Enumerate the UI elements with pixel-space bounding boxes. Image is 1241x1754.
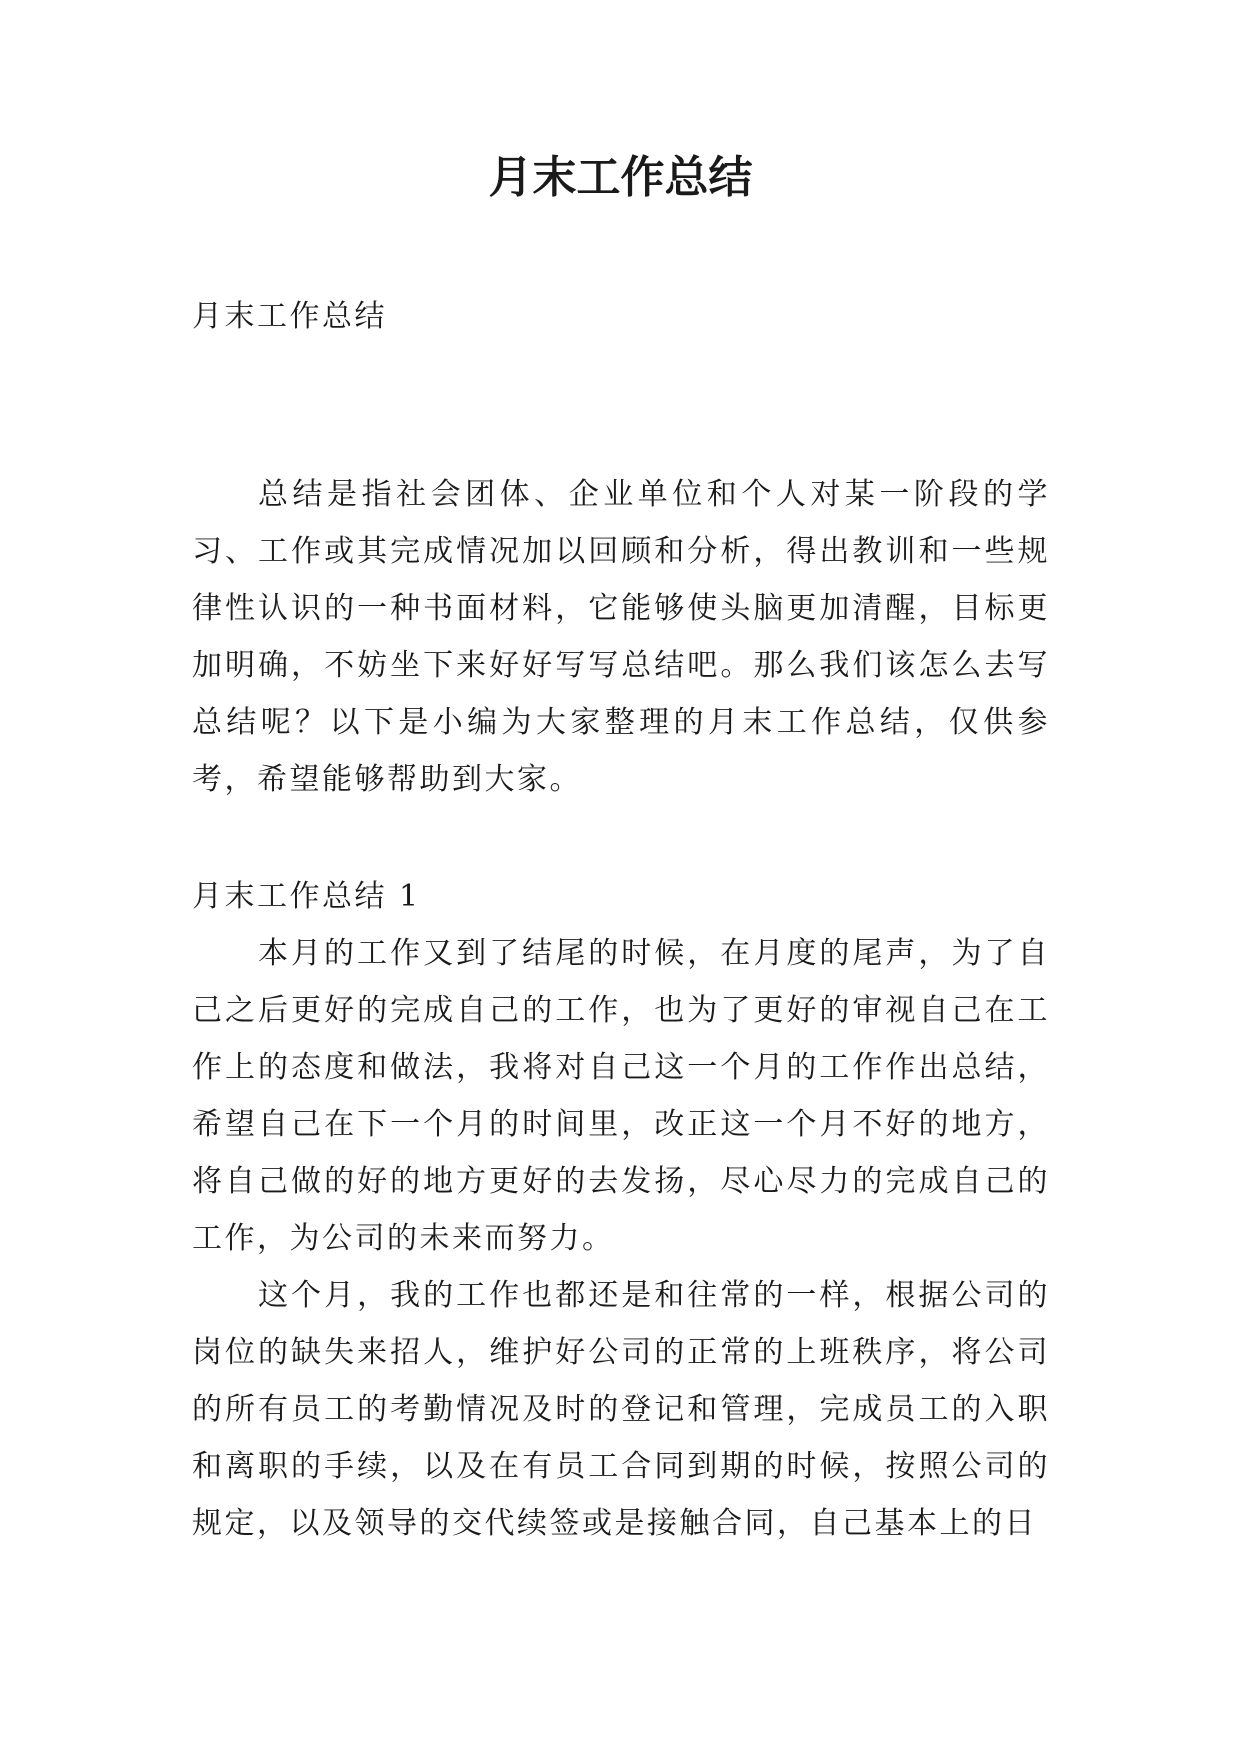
intro-paragraph: 总结是指社会团体、企业单位和个人对某一阶段的学习、工作或其完成情况加以回顾和分析，得出教训和一些规律性认识的一种书面材料，它能够使头脑更加清醒，目标更加明确，不妨坐下来好好写写总结吧。那么我们该怎么去写总结呢？以下是小编为大家整理的月末工作总结，仅供参考，希望能够帮助到大家。 [192,477,1050,797]
body-paragraph: 本月的工作又到了结尾的时候，在月度的尾声，为了自己之后更好的完成自己的工作，也为了更好的审视自己在工作上的态度和做法，我将对自己这一个月的工作作出总结，希望自己在下一个月的时间里，改正这一个月不好的地方，将自己做的好的地方更好的去发扬，尽心尽力的完成自己的工作，为公司的未来而努力。 [192,936,1050,1256]
document-title: 月末工作总结 [488,152,753,203]
body-paragraph: 这个月，我的工作也都还是和往常的一样，根据公司的岗位的缺失来招人，维护好公司的正常的上班秩序，将公司的所有员工的考勤情况及时的登记和管理，完成员工的入职和离职的手续，以及在有员工合同到期的时候，按照公司的规定，以及领导的交代续签或是接触合同，自己基本上的日 [192,1278,1050,1541]
document-subtitle: 月末工作总结 [192,299,387,334]
section-body [192,925,1050,1552]
section-heading: 月末工作总结 1 [192,879,421,914]
